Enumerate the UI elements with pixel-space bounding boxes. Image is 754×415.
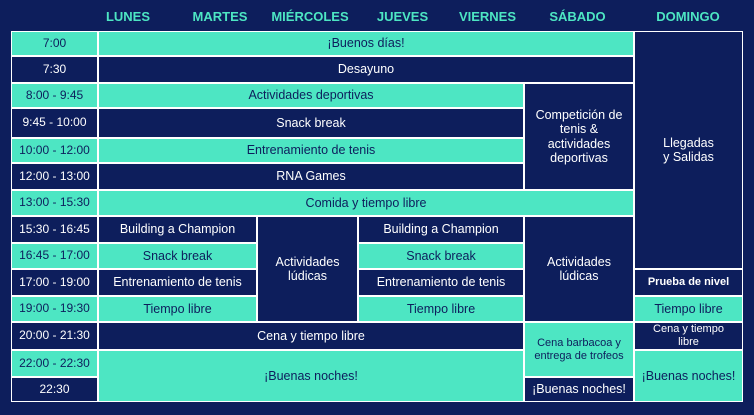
time-slot: 17:00 - 19:00 <box>11 269 98 296</box>
saturday-buenas-noches: ¡Buenas noches! <box>524 377 634 402</box>
time-slot: 15:30 - 16:45 <box>11 216 98 243</box>
activity-buenos-dias: ¡Buenos días! <box>98 31 634 56</box>
header-day-jueves: JUEVES <box>376 9 429 24</box>
lm-tiempo-libre: Tiempo libre <box>98 296 257 322</box>
time-slot: 12:00 - 13:00 <box>11 163 98 190</box>
time-slot: 9:45 - 10:00 <box>11 108 98 138</box>
sunday-prueba-nivel: Prueba de nivel <box>634 269 743 296</box>
jv-snack-break: Snack break <box>358 243 524 269</box>
time-slot: 22:30 <box>11 377 98 402</box>
time-slot: 8:00 - 9:45 <box>11 83 98 108</box>
header-day-domingo: DOMINGO <box>656 9 720 24</box>
activity-snack-break: Snack break <box>98 108 524 138</box>
saturday-competicion: Competición de tenis & actividades deportivas <box>524 83 634 190</box>
activity-entrenamiento-tenis: Entrenamiento de tenis <box>98 138 524 163</box>
header-day-sabado: SÁBADO <box>549 9 606 24</box>
wednesday-actividades-ludicas: Actividades lúdicas <box>257 216 358 322</box>
activity-rna-games: RNA Games <box>98 163 524 190</box>
sunday-buenas-noches: ¡Buenas noches! <box>634 350 743 402</box>
activity-actividades-deportivas: Actividades deportivas <box>98 83 524 108</box>
time-slot: 22:00 - 22:30 <box>11 350 98 377</box>
saturday-cena-barbacoa: Cena barbacoa y entrega de trofeos <box>524 322 634 377</box>
time-slot: 20:00 - 21:30 <box>11 322 98 350</box>
header-day-lunes: LUNES <box>105 9 151 24</box>
lm-snack-break: Snack break <box>98 243 257 269</box>
time-slot: 19:00 - 19:30 <box>11 296 98 322</box>
header-day-martes: MARTES <box>192 9 248 24</box>
sunday-tiempo-libre: Tiempo libre <box>634 296 743 322</box>
time-slot: 7:00 <box>11 31 98 56</box>
activity-desayuno: Desayuno <box>98 56 634 83</box>
jv-entrenamiento-tenis: Entrenamiento de tenis <box>358 269 524 296</box>
jv-tiempo-libre: Tiempo libre <box>358 296 524 322</box>
time-slot: 7:30 <box>11 56 98 83</box>
time-slot: 10:00 - 12:00 <box>11 138 98 163</box>
sunday-llegadas-salidas: Llegadas y Salidas <box>634 31 743 269</box>
lm-entrenamiento-tenis: Entrenamiento de tenis <box>98 269 257 296</box>
saturday-actividades-ludicas: Actividades lúdicas <box>524 216 634 322</box>
lm-building-champion: Building a Champion <box>98 216 257 243</box>
header-day-viernes: VIERNES <box>458 9 517 24</box>
header-day-miercoles: MIÉRCOLES <box>271 9 349 24</box>
sunday-cena-tiempo-libre: Cena y tiempo libre <box>634 322 743 350</box>
jv-building-champion: Building a Champion <box>358 216 524 243</box>
time-slot: 16:45 - 17:00 <box>11 243 98 269</box>
time-slot: 13:00 - 15:30 <box>11 190 98 216</box>
activity-buenas-noches: ¡Buenas noches! <box>98 350 524 402</box>
activity-cena-tiempo-libre: Cena y tiempo libre <box>98 322 524 350</box>
activity-comida: Comida y tiempo libre <box>98 190 634 216</box>
